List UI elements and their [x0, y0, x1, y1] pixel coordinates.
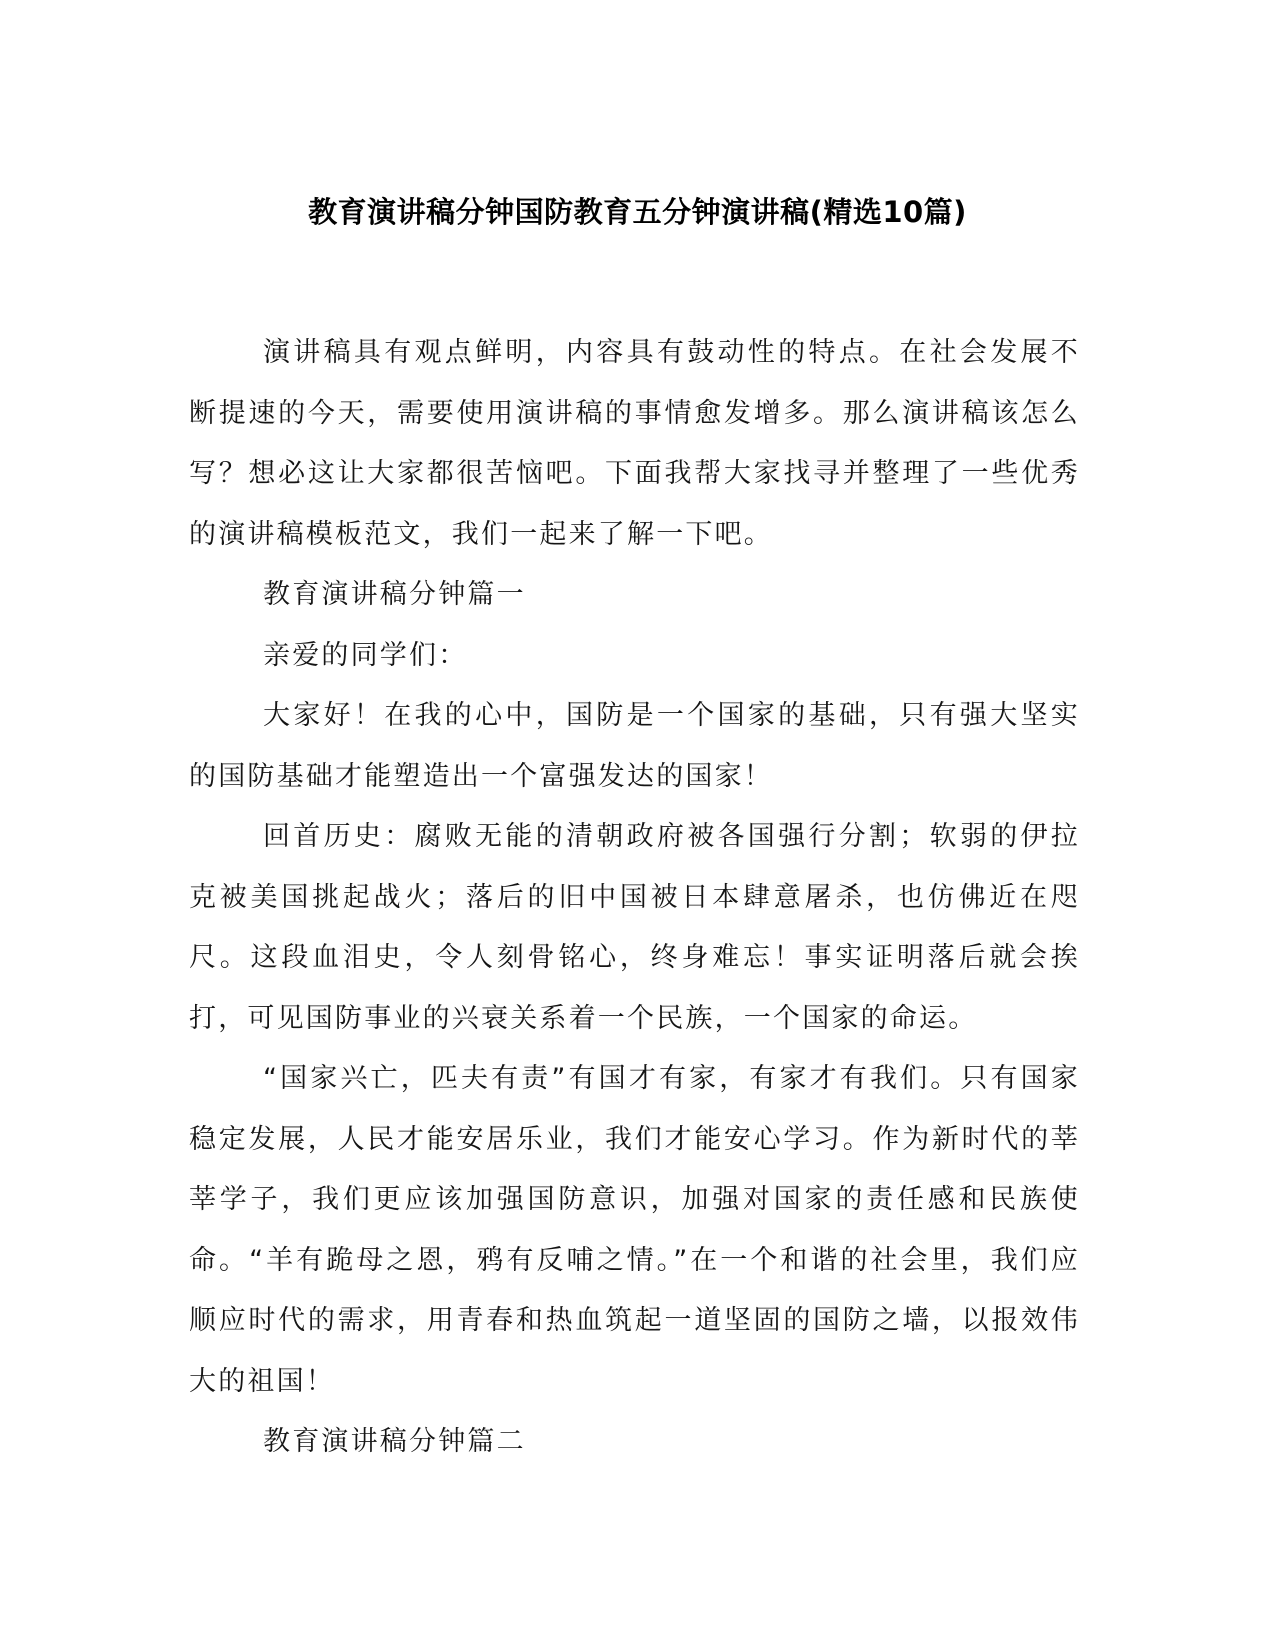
paragraph-history: 回首历史：腐败无能的清朝政府被各国强行分割；软弱的伊拉克被美国挑起战火；落后的旧中国被日本肆意屠杀，也仿佛近在咫尺。这段血泪史，令人刻骨铭心，终身难忘！事实证明落后就会挨打，可见国防事业的兴衰关系着一个民族，一个国家的命运。 [189, 821, 1080, 1034]
paragraph-intro: 演讲稿具有观点鲜明，内容具有鼓动性的特点。在社会发展不断提速的今天，需要使用演讲稿的事情愈发增多。那么演讲稿该怎么写？想必这让大家都很苦恼吧。下面我帮大家找寻并整理了一些优秀的演讲稿模板范文，我们一起来了解一下吧。 [189, 337, 1080, 550]
document-body [189, 323, 1080, 1473]
section-heading-2: 教育演讲稿分钟篇二 [263, 1426, 526, 1457]
section-heading-1: 教育演讲稿分钟篇一 [263, 579, 526, 610]
paragraph-responsibility: “国家兴亡，匹夫有责”有国才有家，有家才有我们。只有国家稳定发展，人民才能安居乐业，我们才能安心学习。作为新时代的莘莘学子，我们更应该加强国防意识，加强对国家的责任感和民族使命。“羊有跪母之恩，鸦有反哺之情。”在一个和谐的社会里，我们应顺应时代的需求，用青春和热血筑起一道坚固的国防之墙，以报效伟大的祖国！ [189, 1063, 1080, 1397]
document-title: 教育演讲稿分钟国防教育五分钟演讲稿(精选10篇) [308, 195, 967, 229]
paragraph-greeting: 大家好！在我的心中，国防是一个国家的基础，只有强大坚实的国防基础才能塑造出一个富强发达的国家！ [189, 700, 1080, 792]
paragraph-salutation: 亲爱的同学们： [263, 639, 468, 671]
